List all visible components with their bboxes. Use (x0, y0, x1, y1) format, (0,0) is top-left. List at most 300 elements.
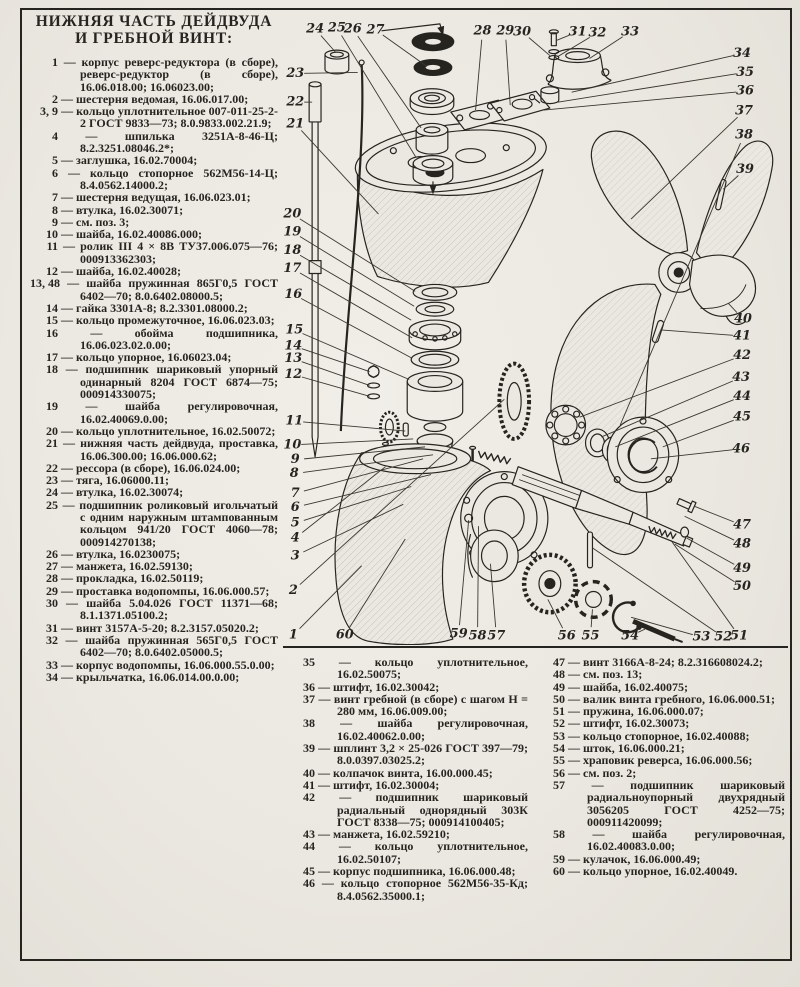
part-description: втулка, 16.0230075; (76, 546, 181, 561)
dash-separator: — (58, 128, 125, 143)
leader-line (671, 540, 734, 629)
part-description: шайба 5.04.026 ГОСТ 11371—68; 8.1.1371.05100.2; (80, 596, 279, 623)
part-number: 25 (46, 497, 58, 512)
parts-list-column-right (537, 656, 785, 877)
dash-separator: — (565, 827, 633, 842)
part-number: 7 (52, 190, 58, 205)
pin (588, 532, 593, 568)
part-number: 54 (553, 741, 565, 756)
title-line-2: И ГРЕБНОЙ ВИНТ: (75, 30, 233, 47)
callout-number: 17 (283, 261, 302, 277)
part-description: храповик реверса, 16.06.000.56; (583, 753, 753, 768)
dash-separator: — (315, 777, 333, 792)
dash-separator: — (58, 546, 76, 561)
parts-list-item (30, 671, 278, 683)
part-description: нижняя часть дейдвуда, проставка, 16.06.300.00; 16.06.000.62; (80, 436, 278, 463)
part-number: 24 (46, 485, 58, 500)
part-description: штифт, 16.02.30042; (333, 679, 440, 694)
part-description: прокладка, 16.02.50119; (76, 571, 204, 586)
callout-number: 31 (568, 24, 587, 40)
dash-separator: — (58, 423, 76, 438)
callout-number: 58 (468, 628, 487, 644)
callout-number: 52 (714, 629, 733, 645)
dash-separator: — (58, 91, 76, 106)
callout-number: 13 (284, 351, 303, 367)
parts-list-column-left (30, 56, 278, 683)
callout-number: 44 (733, 388, 752, 404)
tie-rod (341, 60, 364, 431)
parts-list-item (30, 327, 278, 352)
part-description: втулка, 16.02.30074; (76, 485, 184, 500)
part-description: см. поз. 3; (76, 214, 130, 229)
parts-list-item (537, 779, 785, 828)
callout-number: 21 (286, 116, 305, 132)
dash-separator: — (565, 691, 583, 706)
callout-number: 33 (621, 24, 640, 40)
part-number: 34 (46, 669, 58, 684)
part-description: кольцо стопорное 562М56-35-Кд; 8.4.0562.35000.1; (337, 876, 528, 903)
part-number: 8 (52, 202, 58, 217)
dash-separator: — (58, 436, 81, 451)
callout-number: 41 (733, 328, 752, 344)
callout-number: 26 (343, 21, 362, 37)
leader-line (685, 516, 734, 540)
callout-number: 51 (730, 628, 749, 644)
part-description: шестерня ведущая, 16.06.023.01; (76, 190, 251, 205)
part-description: шайба пружинная 565Г0,5 ГОСТ 6402—70; 8.0.6402.05000.5; (80, 632, 279, 660)
part-description: кулачок, 16.06.000.49; (583, 851, 701, 866)
part-number: 3, 9 (40, 104, 58, 119)
part-number: 52 (553, 716, 565, 731)
callout-number: 30 (513, 24, 532, 40)
dash-separator: — (565, 679, 583, 694)
screw (676, 496, 696, 513)
part-number: 6 (52, 165, 58, 180)
callout-number: 48 (733, 536, 752, 552)
leader-line (304, 72, 357, 73)
dash-separator: — (565, 741, 583, 756)
callout-number: 40 (734, 311, 752, 327)
callout-number: 46 (732, 441, 751, 457)
callout-number: 37 (735, 103, 753, 119)
part-description: штифт, 16.02.30004; (333, 777, 440, 792)
part-description: манжета, 16.02.59210; (333, 827, 450, 842)
parts-list-item (30, 634, 278, 659)
part-number: 22 (46, 460, 58, 475)
dash-separator: — (315, 765, 333, 780)
dash-separator: — (58, 190, 76, 205)
callout-number: 8 (289, 466, 299, 482)
part-description: гайка 3301А-8; 8.2.3301.08000.2; (76, 300, 248, 315)
part-description: кольцо стопорное 562М56-14-Ц; 8.4.0562.14000.2; (80, 165, 278, 192)
parts-list-item (287, 840, 528, 865)
callout-number: 6 (290, 499, 300, 515)
part-description: шайба регулировочная, 16.02.40069.0.00; (80, 399, 278, 426)
bearing-housing (607, 417, 678, 492)
part-number: 48 (553, 667, 565, 682)
leader-line (506, 40, 510, 105)
washer (681, 527, 689, 537)
parts-list-item (537, 828, 785, 853)
callout-number: 11 (285, 413, 304, 429)
part-description: кольцо промежуточное, 16.06.023.03; (76, 313, 275, 328)
parts-list-item (30, 499, 278, 548)
dash-separator: — (58, 55, 82, 69)
callout-number: 59 (449, 626, 468, 642)
part-description: кольцо упорное, 16.06023.04; (76, 350, 232, 365)
ball-bearing (546, 405, 586, 445)
dash-separator: — (315, 691, 334, 706)
part-description: крыльчатка, 16.06.014.00.0.00; (76, 669, 240, 684)
part-number: 41 (303, 777, 315, 792)
callout-number: 56 (557, 628, 576, 644)
part-description: шплинт 3,2 × 25-026 ГОСТ 397—79; 8.0.0397.03025.2; (333, 741, 528, 768)
part-number: 51 (553, 704, 565, 719)
parts-list-item (30, 105, 278, 130)
leader-line (687, 538, 735, 564)
parts-list-item (30, 363, 278, 400)
parts-list-item (30, 277, 278, 302)
dash-separator: — (58, 485, 76, 500)
parts-list-item (30, 240, 278, 265)
part-description: шестерня ведомая, 16.06.017.00; (76, 91, 249, 106)
dash-separator: — (565, 655, 583, 669)
dash-separator: — (315, 679, 333, 694)
part-number: 31 (46, 620, 58, 635)
leader-line (321, 36, 336, 53)
part-number: 30 (46, 596, 58, 611)
part-number: 39 (303, 741, 315, 756)
driven-gear (499, 364, 529, 439)
dash-separator: — (565, 704, 583, 719)
dash-separator: — (58, 559, 76, 574)
part-description: кольцо уплотнительное, 16.02.50107; (337, 839, 529, 866)
parts-list-item (30, 597, 278, 622)
part-number: 45 (303, 864, 315, 879)
part-number: 58 (553, 827, 565, 842)
parts-list-item (30, 56, 278, 93)
dash-separator: — (315, 827, 333, 842)
part-number: 12 (46, 264, 58, 279)
part-number: 36 (303, 679, 315, 694)
leader-line (556, 35, 570, 41)
part-number: 37 (303, 691, 315, 706)
part-description: кольцо уплотнительное 007-011-25-2-2 ГОСТ 9833—73; 8.0.9833.002.21.9; (76, 104, 278, 131)
part-description: шайба, 16.02.40075; (583, 679, 689, 694)
dash-separator: — (58, 300, 76, 315)
dash-separator: — (315, 741, 334, 756)
dash-separator: — (565, 765, 583, 780)
part-number: 19 (46, 399, 58, 414)
dash-separator: — (565, 667, 583, 682)
part-description: штифт, 16.02.30073; (583, 716, 690, 731)
callout-number: 36 (736, 83, 754, 99)
dash-separator: — (565, 728, 583, 743)
leader-line (663, 420, 734, 447)
callout-number: 10 (283, 437, 302, 453)
dash-separator: — (60, 276, 87, 291)
callout-number: 15 (285, 322, 304, 338)
part-number: 40 (303, 765, 315, 780)
part-description: подшипник роликовый игольчатый с одним наружным штампованным кольцом 941/20 ГОСТ 4060—78; 000914270138; (79, 497, 278, 549)
dash-separator: — (58, 460, 76, 475)
dash-separator: — (58, 165, 90, 180)
callout-number: 12 (284, 367, 303, 383)
part-number: 27 (46, 559, 58, 574)
dash-separator: — (315, 876, 341, 891)
part-number: 29 (46, 583, 58, 598)
part-number: 33 (46, 657, 58, 672)
callout-number: 49 (733, 561, 752, 577)
reverse-gear-row (468, 530, 683, 642)
leader-line (592, 548, 715, 632)
part-description: кольцо стопорное, 16.02.40088; (583, 728, 750, 743)
part-number: 4 (52, 128, 58, 143)
callout-number: 50 (733, 579, 752, 595)
water-pump-housing (534, 30, 611, 104)
callout-number: 19 (283, 224, 302, 240)
callout-number: 43 (732, 370, 751, 386)
part-description: шайба регулировочная, 16.02.40062.0.00; (337, 716, 528, 743)
dash-separator: — (565, 716, 583, 731)
part-number: 20 (46, 423, 58, 438)
dash-separator: — (315, 655, 375, 669)
callout-number: 34 (733, 46, 752, 62)
parts-list-item (287, 742, 528, 767)
part-description: см. поз. 2; (583, 765, 637, 780)
dash-separator: — (58, 325, 135, 340)
leader-line (544, 92, 736, 110)
part-description: обойма подшипника, 16.06.023.02.0.00; (80, 325, 278, 352)
part-description: манжета, 16.02.59130; (76, 559, 193, 574)
part-number: 47 (553, 655, 565, 669)
parts-list-item (537, 865, 785, 877)
parts-list-item (30, 437, 278, 462)
callout-number: 3 (290, 548, 300, 564)
spring-coil (479, 451, 511, 464)
part-number: 18 (46, 362, 58, 377)
callout-number: 20 (283, 206, 302, 222)
callout-number: 60 (335, 627, 354, 643)
part-number: 2 (52, 91, 58, 106)
callout-number: 57 (487, 628, 506, 644)
dash-separator: — (58, 227, 76, 242)
callout-number: 1 (288, 627, 298, 643)
parts-list-item (287, 791, 528, 828)
part-description: винт гребной (в сборе) с шагом Н = 280 мм, 16.06.009.00; (333, 691, 528, 719)
part-description: тяга, 16.06000.11; (76, 473, 170, 488)
dash-separator: — (58, 104, 77, 119)
part-description: валик винта гребного, 16.06.000.51; (583, 691, 776, 706)
part-number: 56 (553, 765, 565, 780)
part-description: шток, 16.06.000.21; (583, 741, 685, 756)
part-description: подшипник шариковый радиальноупорный двухрядный 3056205 ГОСТ 4252—75; 000911420099; (587, 777, 786, 829)
part-number: 5 (52, 153, 58, 168)
dash-separator: — (58, 596, 87, 611)
part-number: 44 (303, 839, 315, 854)
part-number: 43 (303, 827, 315, 842)
dash-separator: — (58, 239, 81, 254)
callout-number: 29 (496, 23, 515, 39)
part-number: 59 (553, 851, 565, 866)
exploded-parts (309, 24, 773, 645)
part-number: 26 (46, 546, 58, 561)
parts-list-item (287, 717, 528, 742)
part-number: 49 (553, 679, 565, 694)
callout-number: 38 (735, 127, 753, 143)
part-description: см. поз. 13; (583, 667, 643, 682)
callout-number: 9 (290, 452, 300, 468)
leader-line (661, 330, 733, 335)
part-description: винт 3166А-8-24; 8.2.316608024.2; (583, 655, 763, 669)
callout-number: 23 (286, 65, 305, 81)
callout-number: 22 (286, 94, 305, 110)
leader-line (695, 506, 734, 522)
parts-list-item (287, 656, 528, 681)
dash-separator: — (315, 864, 333, 879)
part-description: шайба регулировочная, 16.02.40083.0.00; (587, 827, 785, 854)
leader-line (476, 40, 482, 110)
part-number: 15 (46, 313, 58, 328)
part-number: 23 (46, 473, 58, 488)
callout-number: 5 (290, 515, 300, 531)
dash-separator: — (58, 313, 76, 328)
divider-line (283, 646, 788, 648)
dash-separator: — (565, 753, 583, 768)
deadwood-housing (351, 113, 550, 287)
part-description: втулка, 16.02.30071; (76, 202, 184, 217)
callout-number: 54 (621, 628, 640, 644)
part-number: 10 (46, 227, 58, 242)
callout-number: 32 (588, 25, 607, 41)
part-description: шпилька 3251А-8-46-Ц; 8.2.3251.08046.2*; (80, 128, 278, 156)
callout-number: 14 (284, 338, 303, 354)
dash-separator: — (565, 851, 583, 866)
callout-number: 45 (733, 409, 752, 425)
parts-list-item (287, 693, 528, 718)
part-number: 32 (46, 632, 58, 647)
callout-number: 7 (290, 485, 300, 501)
part-number: 28 (46, 571, 58, 586)
callout-number: 28 (473, 23, 492, 39)
dash-separator: — (565, 864, 583, 879)
dash-separator: — (58, 399, 126, 414)
reverse-ratchet (576, 582, 612, 618)
dash-separator: — (58, 583, 76, 598)
part-number: 53 (553, 728, 565, 743)
part-number: 42 (303, 790, 315, 805)
part-description: кольцо уплотнительное, 16.02.50075; (337, 655, 529, 682)
part-number: 50 (553, 691, 565, 706)
part-number: 46 (303, 876, 315, 891)
part-description: ролик III 4 × 8В ТУ37.006.075—76; 000913362303; (80, 239, 279, 266)
part-description: подшипник шариковый радиальный однорядный 303К ГОСТ 8338—75; 000914100405; (337, 790, 529, 829)
dash-separator: — (58, 473, 76, 488)
dash-separator: — (315, 790, 376, 805)
callout-number: 25 (327, 20, 346, 36)
part-number: 13, 48 (30, 276, 60, 291)
page-title (28, 13, 280, 47)
title-line-1: НИЖНЯЯ ЧАСТЬ ДЕЙДВУДА (35, 13, 273, 30)
part-number: 60 (553, 864, 565, 879)
small-gear (380, 412, 398, 442)
callout-number: 47 (733, 517, 752, 533)
part-description: корпус реверс-редуктора (в сборе), реверс-редуктор (в сборе), 16.06.018.00; 16.06023.00; (80, 55, 278, 94)
dash-separator: — (58, 632, 86, 647)
parts-list-column-middle (287, 656, 528, 902)
parts-list-item (287, 877, 528, 902)
part-number: 11 (46, 239, 58, 254)
leader-line (529, 38, 550, 56)
part-description: шайба, 16.02.40028; (76, 264, 182, 279)
part-number: 55 (553, 753, 565, 768)
leader-line (342, 35, 417, 157)
part-number: 9 (52, 214, 58, 229)
dash-separator: — (58, 657, 76, 672)
part-description: шайба пружинная 865Г0,5 ГОСТ 6402—70; 8.0.6402.08000.5; (80, 276, 278, 303)
dash-separator: — (58, 620, 76, 635)
callout-number: 16 (284, 286, 303, 302)
dash-separator: — (58, 669, 76, 684)
dash-separator: — (58, 497, 80, 512)
part-description: корпус водопомпы, 16.06.000.55.0.00; (76, 657, 275, 672)
part-number: 16 (46, 325, 58, 340)
part-description: проставка водопомпы, 16.06.000.57; (76, 583, 270, 598)
part-description: подшипник шариковый упорный одинарный 8204 ГОСТ 6874—75; 000914330075; (80, 362, 278, 402)
dash-separator: — (58, 202, 76, 217)
dash-separator: — (58, 362, 86, 377)
callout-number: 24 (306, 21, 325, 37)
roller (403, 423, 408, 436)
part-number: 38 (303, 716, 315, 731)
leader-line (675, 544, 735, 582)
callout-number: 53 (692, 629, 711, 645)
part-description: заглушка, 16.02.70004; (76, 153, 198, 168)
part-description: пружина, 16.06.000.07; (583, 704, 704, 719)
dash-separator: — (565, 777, 631, 792)
parts-list-item (30, 130, 278, 155)
part-description: шайба, 16.02.40086.000; (76, 227, 203, 242)
dash-separator: — (315, 716, 378, 731)
drive-shaft (309, 82, 321, 457)
callout-number: 55 (581, 628, 600, 644)
bushing (325, 50, 349, 74)
part-description: корпус подшипника, 16.06.000.48; (333, 864, 516, 879)
part-number: 35 (303, 655, 315, 669)
parts-list-item (30, 167, 278, 192)
part-description: кольцо упорное, 16.02.40049. (583, 864, 738, 879)
part-description: колпачок винта, 16.00.000.45; (333, 765, 493, 780)
dash-separator: — (58, 571, 76, 586)
part-description: винт 3157А-5-20; 8.2.3157.05020.2; (76, 620, 259, 635)
callout-number: 2 (288, 583, 298, 599)
parts-list-item (30, 400, 278, 425)
callout-number: 35 (736, 64, 754, 80)
part-number: 57 (553, 777, 565, 792)
dash-separator: — (58, 153, 76, 168)
part-number: 14 (46, 300, 58, 315)
callout-number: 18 (283, 243, 302, 259)
callout-number: 27 (366, 22, 385, 38)
part-number: 1 (52, 55, 58, 69)
dash-separator: — (58, 264, 76, 279)
dash-separator: — (58, 214, 76, 229)
callout-number: 39 (736, 162, 754, 177)
exploded-view-drawing (282, 11, 790, 645)
part-description: рессора (в сборе), 16.06.024.00; (76, 460, 241, 475)
exploded-view-diagram (282, 11, 790, 645)
part-description: кольцо уплотнительное, 16.02.50072; (76, 423, 276, 438)
